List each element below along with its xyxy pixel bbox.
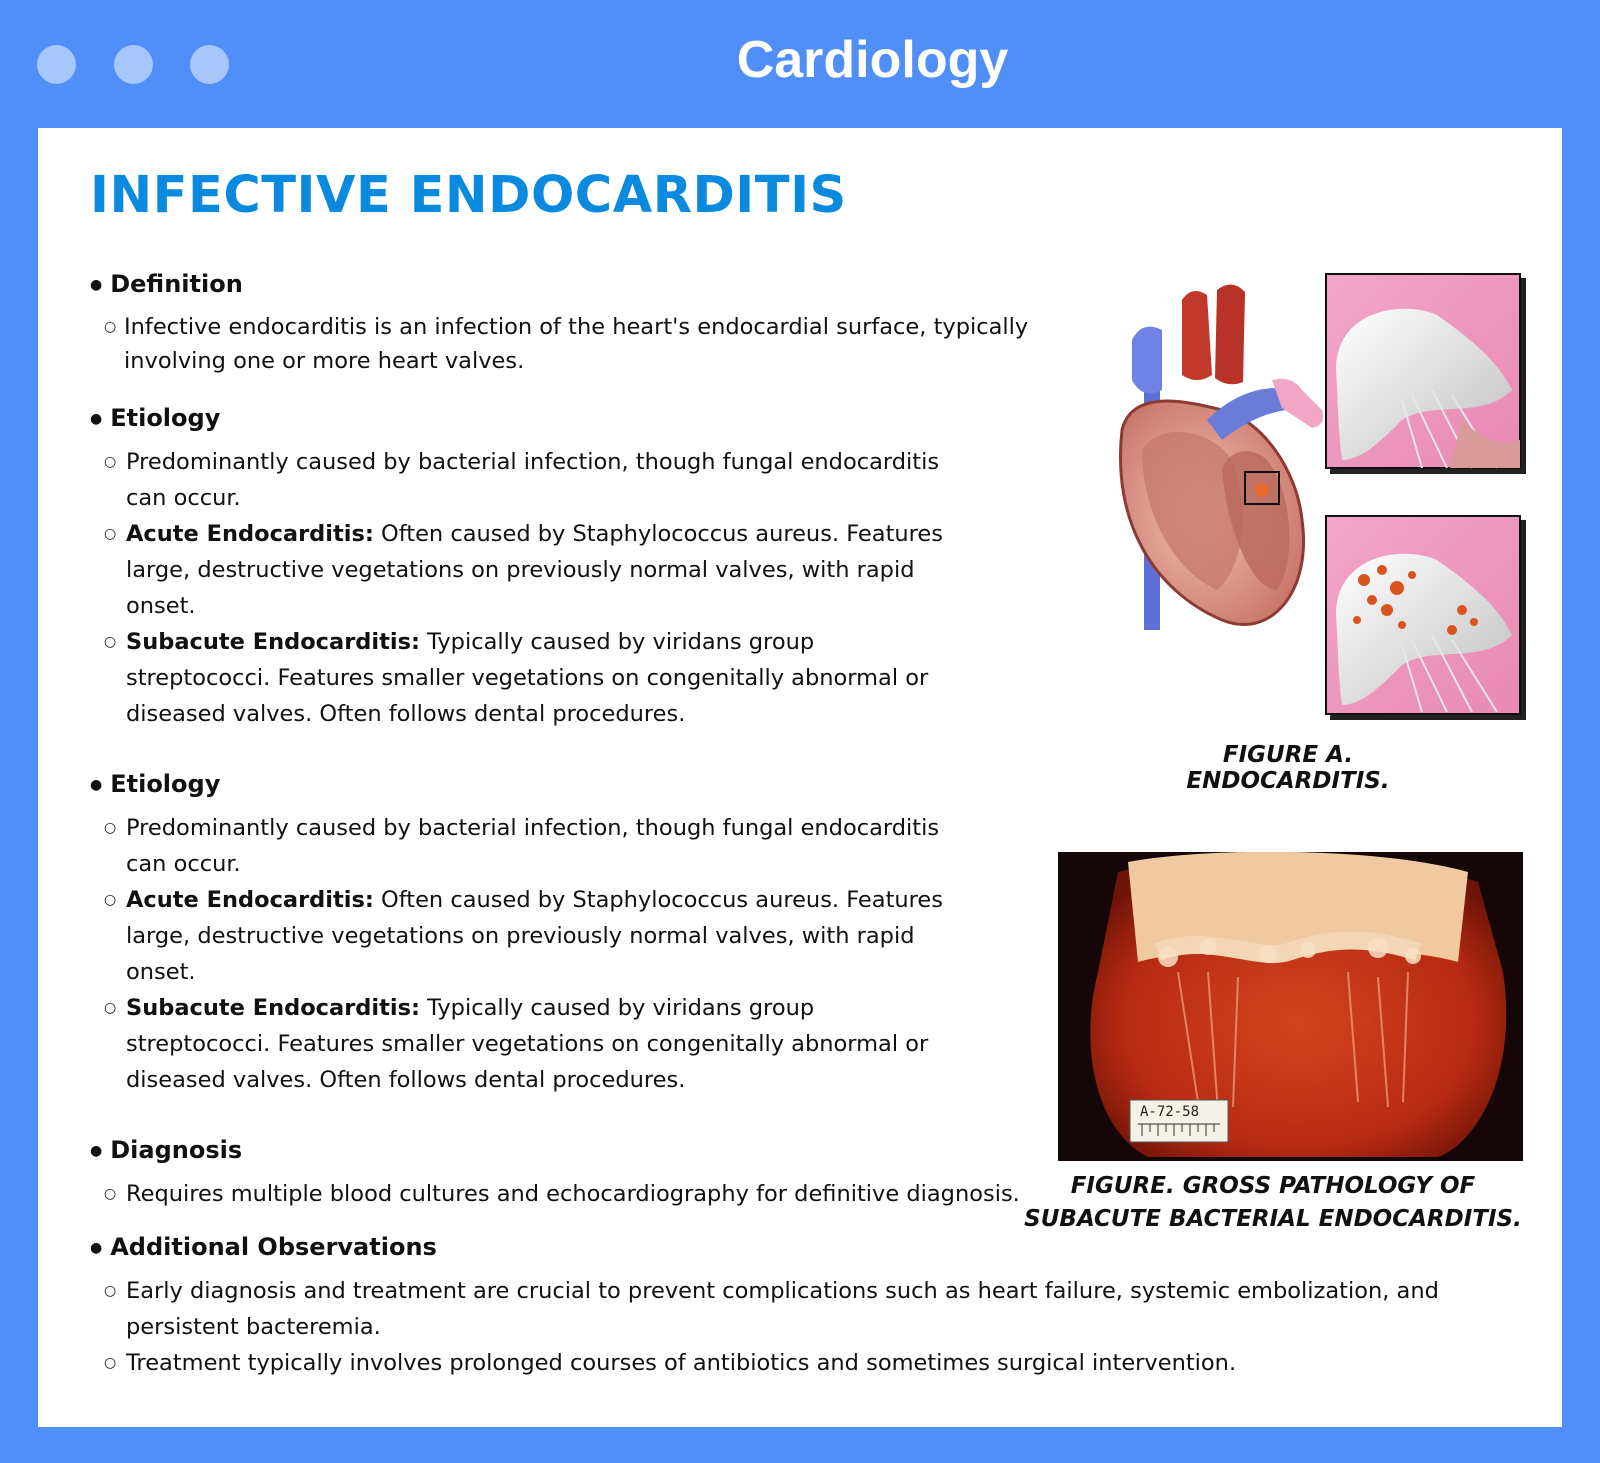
heading-text: Etiology [110, 404, 221, 432]
section-diagnosis [90, 1136, 1050, 1212]
gross-pathology-photo [1058, 852, 1523, 1161]
section-etiology-2 [90, 770, 950, 1098]
bullet-icon: ● [90, 411, 103, 427]
figure-a-illustration [1102, 270, 1580, 730]
section-heading-diagnosis [90, 1136, 1050, 1164]
heading-text: Additional Observations [110, 1233, 437, 1261]
list-item: ○ Early diagnosis and treatment are crucial to prevent complications such as heart failure, systemic embolization, and persistent bacteremia. [90, 1273, 1470, 1345]
subacute-text: Typically caused by viridans group streptococci. Features smaller vegetations on congenitally abnormal or diseased valves. Often follows dental procedures. [126, 995, 929, 1093]
section-heading-observations [90, 1233, 1470, 1261]
window-titlebar [0, 0, 1600, 128]
list-item: ○ Infective endocarditis is an infection of the heart's endocardial surface, typically involving one or more heart valves. [90, 310, 1050, 378]
heart-diagram [1120, 284, 1323, 630]
list-item: ○ Predominantly caused by bacterial infection, though fungal endocarditis can occur. [90, 444, 950, 516]
section-heading-etiology [90, 770, 950, 798]
page-title: INFECTIVE ENDOCARDITIS [90, 166, 847, 225]
list-item-subacute [90, 624, 950, 732]
heading-text: Diagnosis [110, 1136, 243, 1164]
heart-illustration-svg [1102, 270, 1580, 730]
acute-label: Acute Endocarditis: [126, 887, 374, 913]
list-item: ○ Treatment typically involves prolonged courses of antibiotics and sometimes surgical intervention. [90, 1345, 1470, 1381]
section-definition [90, 270, 1050, 378]
bullet-icon: ● [90, 277, 103, 293]
figure-a-caption: FIGURE A. ENDOCARDITIS. [1186, 742, 1390, 794]
bullet-icon: ● [90, 1240, 103, 1256]
list-item: ○ Requires multiple blood cultures and echocardiography for definitive diagnosis. [90, 1176, 1050, 1212]
bullet-icon: ● [90, 1143, 103, 1159]
pathology-photo-svg [1058, 852, 1523, 1161]
subacute-text: Typically caused by viridans group streptococci. Features smaller vegetations on congenitally abnormal or diseased valves. Often follows dental procedures. [126, 629, 929, 727]
acute-text: Often caused by Staphylococcus aureus. Features large, destructive vegetations on previously normal valves, with rapid onset. [126, 887, 943, 985]
subacute-label: Subacute Endocarditis: [126, 995, 420, 1021]
figure-b-caption: FIGURE. GROSS PATHOLOGY OF SUBACUTE BACTERIAL ENDOCARDITIS. [1024, 1173, 1522, 1232]
heading-text: Definition [110, 270, 243, 298]
heading-text: Etiology [110, 770, 221, 798]
specimen-label: A-72-58 [1140, 1104, 1200, 1120]
subacute-label: Subacute Endocarditis: [126, 629, 420, 655]
inset-normal-valve [1326, 274, 1526, 474]
list-item: ○ Predominantly caused by bacterial infection, though fungal endocarditis can occur. [90, 810, 950, 882]
window-title: Cardiology [736, 31, 1009, 89]
acute-text: Often caused by Staphylococcus aureus. Features large, destructive vegetations on previously normal valves, with rapid onset. [126, 521, 943, 619]
inset-infected-valve [1326, 516, 1526, 720]
acute-label: Acute Endocarditis: [126, 521, 374, 547]
section-observations [90, 1233, 1470, 1381]
bullet-icon: ● [90, 777, 103, 793]
section-etiology-1 [90, 404, 950, 732]
section-heading-definition [90, 270, 1050, 298]
list-item-acute [90, 516, 950, 624]
content-panel [38, 128, 1562, 1427]
section-heading-etiology [90, 404, 950, 432]
list-item-acute [90, 882, 950, 990]
list-item-subacute [90, 990, 950, 1098]
